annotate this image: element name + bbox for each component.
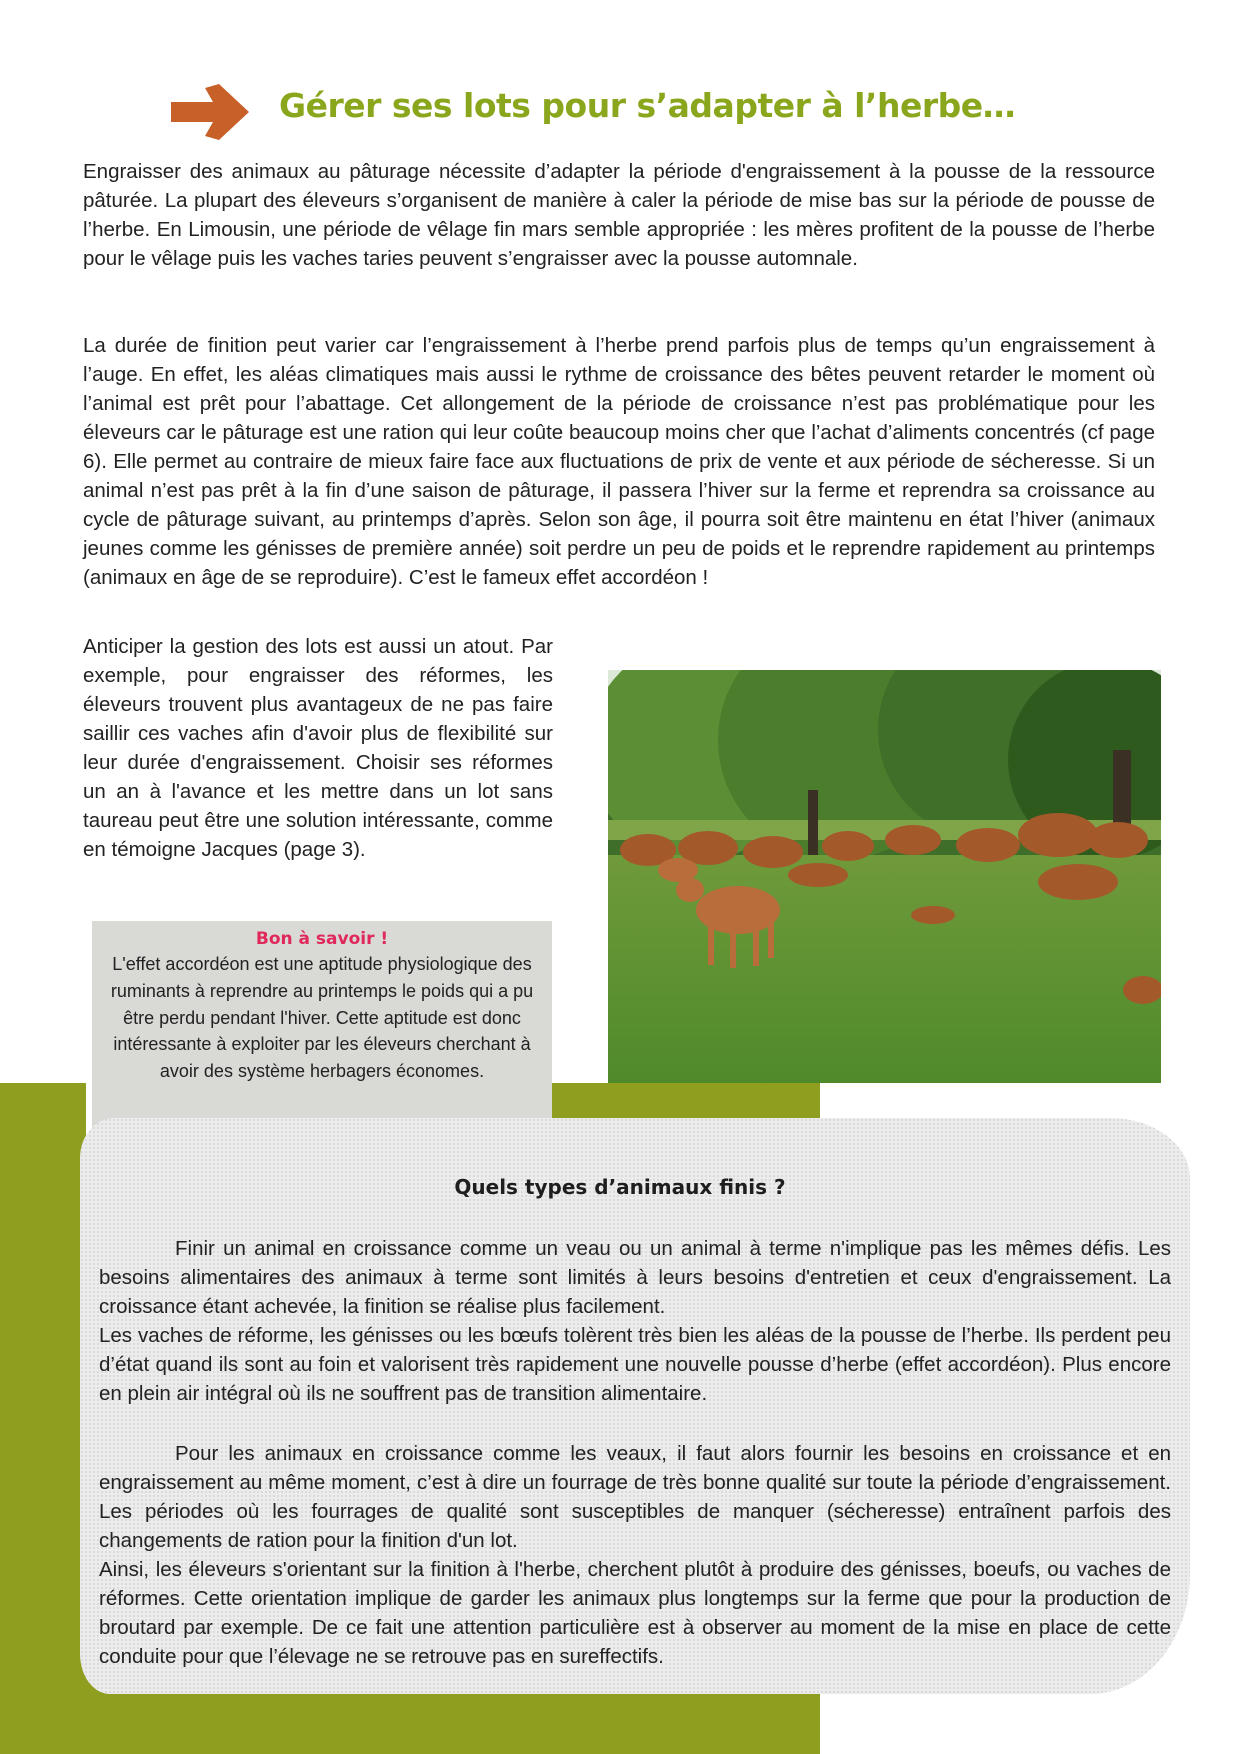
paragraph-intro: Engraisser des animaux au pâturage nécessite d’adapter la période d'engraissement à la pousse de la ressource pâturée. La plupart des éleveurs s’organisent de manière à caler la période de mise bas sur la période de pousse de l’herbe. En Limousin, une période de vêlage fin mars semble appropriée : les mères profitent de la pousse de l’herbe pour le vêlage puis les vaches taries peuvent s’engraisser avec la pousse automnale. xyxy=(83,160,1155,270)
box-paragraph-2 xyxy=(99,1439,1171,1671)
arrow-right-icon xyxy=(165,80,255,144)
box-paragraph-1-first: Finir un animal en croissance comme un veau ou un animal à terme n'implique pas les mêmes défis. Les besoins alimentaires des animaux à terme sont limités à leurs besoins d'entretien et ceux d'engraissement. La croissance étant achevée, la finition se réalise plus facilement. xyxy=(99,1237,1171,1318)
cattle-pasture-photo xyxy=(608,670,1161,1083)
box-paragraph-1 xyxy=(99,1234,1171,1408)
box-paragraph-2-second: Ainsi, les éleveurs s'orientant sur la finition à l'herbe, cherchent plutôt à produire des génisses, boeufs, ou vaches de réformes. Cette orientation implique de garder les animaux plus longtemps sur la ferme que pour la production de broutard par exemple. De ce fait une attention particulière est à observer au moment de la mise en place de cette conduite pour que l’élevage ne se retrouve pas en sureffectifs. xyxy=(99,1558,1171,1668)
section-header xyxy=(165,80,1065,150)
good-to-know-box xyxy=(92,921,552,1128)
paragraph-finishing-duration: La durée de finition peut varier car l’engraissement à l’herbe prend parfois plus de temps qu’un engraissement à l’auge. En effet, les aléas climatiques mais aussi le rythme de croissance des bêtes peuvent retarder le moment où l’animal est prêt pour l’abattage. Cet allongement de la période de croissance n’est pas problématique pour les éleveurs car le pâturage est une ration qui leur coûte beaucoup moins cher que l’achat d’aliments concentrés (cf page 6). Elle permet au contraire de mieux faire face aux fluctuations de prix de vente et aux période de sécheresse. Si un animal n’est pas prêt à la fin d’une saison de pâturage, il passera l’hiver sur la ferme et reprendra sa croissance au cycle de pâturage suivant, au printemps d’après. Selon son âge, il pourra soit être maintenu en état l’hiver (animaux jeunes comme les génisses de première année) soit perdre un peu de poids et le reprendre rapidement au printemps (animaux en âge de se reproduire). C’est le fameux effet accordéon ! xyxy=(83,334,1155,589)
box-paragraph-1-second: Les vaches de réforme, les génisses ou les bœufs tolèrent très bien les aléas de la pousse de l’herbe. Ils perdent peu d’état quand ils sont au foin et valorisent très rapidement une nouvelle pousse d’herbe (effet accordéon). Plus encore en plein air intégral où ils ne souffrent pas de transition alimentaire. xyxy=(99,1324,1171,1405)
note-title: Bon à savoir ! xyxy=(255,929,389,949)
paragraph-lot-management: Anticiper la gestion des lots est aussi un atout. Par exemple, pour engraisser des réformes, les éleveurs trouvent plus avantageux de ne pas faire saillir ces vaches afin d'avoir plus de flexibilité sur leur durée d'engraissement. Choisir ses réformes un an à l'avance et les mettre dans un lot sans taureau peut être une solution intéressante, comme en témoigne Jacques (page 3). xyxy=(83,635,553,861)
page-title: Gérer ses lots pour s’adapter à l’herbe… xyxy=(279,86,1016,125)
note-text: L'effet accordéon est une aptitude physiologique des ruminants à reprendre au printemps le poids qui a pu être perdu pendant l'hiver. Cette aptitude est donc intéressante à exploiter par les éleveurs cherchant à avoir des système herbagers économes. xyxy=(110,954,534,1082)
box-paragraph-2-first: Pour les animaux en croissance comme les veaux, il faut alors fournir les besoins en croissance et en engraissement au même moment, c’est à dire un fourrage de très bonne qualité sur toute la période d’engraissement. Les périodes où les fourrages de qualité sont susceptibles de manquer (sécheresse) entraînent parfois des changements de ration pour la finition d'un lot. xyxy=(99,1442,1171,1552)
box-title: Quels types d’animaux finis ? xyxy=(454,1175,786,1199)
